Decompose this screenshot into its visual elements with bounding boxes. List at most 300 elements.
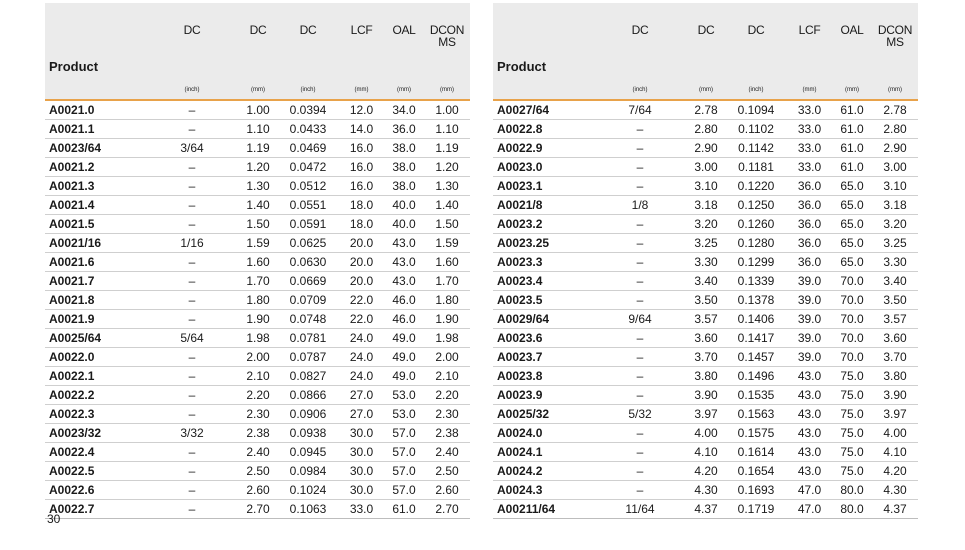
cell-dc-mm: 3.70 <box>687 348 725 367</box>
cell-dc-mm: 1.98 <box>239 329 277 348</box>
table-row <box>45 386 470 405</box>
table-row <box>45 215 470 234</box>
cell-dc-inch: – <box>145 272 239 291</box>
cell-product: A0022.8 <box>493 120 593 139</box>
cell-product: A0023.9 <box>493 386 593 405</box>
cell-dc-inch: 11/64 <box>593 500 687 519</box>
cell-product: A0021.7 <box>45 272 145 291</box>
cell-dc-mm: 3.40 <box>687 272 725 291</box>
cell-dc-mm: 2.40 <box>239 443 277 462</box>
cell-dc-mm: 1.10 <box>239 120 277 139</box>
unit-dc-inch: (inch) <box>145 81 239 100</box>
cell-dc-mm: 3.20 <box>687 215 725 234</box>
cell-dcon-ms: 2.60 <box>424 481 470 500</box>
cell-oal: 80.0 <box>832 500 872 519</box>
cell-lcf: 36.0 <box>787 234 832 253</box>
cell-product: A0022.3 <box>45 405 145 424</box>
cell-dcon-ms: 3.25 <box>872 234 918 253</box>
table-row <box>493 481 918 500</box>
cell-dc-inch-decimal: 0.0630 <box>277 253 339 272</box>
cell-product: A0022.1 <box>45 367 145 386</box>
cell-dc-inch: – <box>593 481 687 500</box>
cell-oal: 36.0 <box>384 120 424 139</box>
cell-product: A0023.2 <box>493 215 593 234</box>
column-header-dc-inch: DC <box>145 3 239 81</box>
cell-dcon-ms: 1.70 <box>424 272 470 291</box>
cell-dc-inch: – <box>145 405 239 424</box>
table-row <box>493 310 918 329</box>
cell-oal: 75.0 <box>832 367 872 386</box>
cell-dc-inch: – <box>593 348 687 367</box>
cell-dc-inch: – <box>145 348 239 367</box>
cell-dcon-ms: 2.90 <box>872 139 918 158</box>
cell-product: A0023.3 <box>493 253 593 272</box>
cell-dc-inch: 1/8 <box>593 196 687 215</box>
cell-lcf: 33.0 <box>787 158 832 177</box>
cell-dcon-ms: 3.18 <box>872 196 918 215</box>
cell-oal: 61.0 <box>384 500 424 519</box>
table-row <box>45 405 470 424</box>
cell-dc-mm: 3.97 <box>687 405 725 424</box>
cell-lcf: 33.0 <box>339 500 384 519</box>
cell-product: A0022.0 <box>45 348 145 367</box>
cell-dc-inch-decimal: 0.1654 <box>725 462 787 481</box>
cell-dc-inch: 5/64 <box>145 329 239 348</box>
cell-oal: 40.0 <box>384 196 424 215</box>
product-table-left <box>45 3 470 519</box>
cell-dc-inch-decimal: 0.0945 <box>277 443 339 462</box>
cell-oal: 65.0 <box>832 253 872 272</box>
column-header-product: Product <box>45 3 145 81</box>
cell-oal: 49.0 <box>384 329 424 348</box>
cell-dcon-ms: 2.20 <box>424 386 470 405</box>
cell-dc-inch-decimal: 0.0433 <box>277 120 339 139</box>
cell-oal: 65.0 <box>832 177 872 196</box>
cell-dc-inch-decimal: 0.0748 <box>277 310 339 329</box>
cell-dc-inch: – <box>145 177 239 196</box>
cell-dc-mm: 4.37 <box>687 500 725 519</box>
cell-dc-mm: 1.60 <box>239 253 277 272</box>
cell-dc-mm: 3.60 <box>687 329 725 348</box>
cell-dc-inch-decimal: 0.0469 <box>277 139 339 158</box>
unit-lcf: (mm) <box>787 81 832 100</box>
cell-oal: 61.0 <box>832 100 872 120</box>
cell-oal: 75.0 <box>832 386 872 405</box>
cell-dc-inch: – <box>145 253 239 272</box>
cell-lcf: 30.0 <box>339 481 384 500</box>
cell-dc-inch: – <box>593 272 687 291</box>
column-header-dc-mm: DC <box>687 3 725 81</box>
cell-dcon-ms: 2.00 <box>424 348 470 367</box>
cell-lcf: 27.0 <box>339 405 384 424</box>
cell-dc-inch: – <box>593 234 687 253</box>
table-row <box>45 424 470 443</box>
cell-dc-inch-decimal: 0.1220 <box>725 177 787 196</box>
cell-dc-mm: 1.30 <box>239 177 277 196</box>
cell-lcf: 47.0 <box>787 500 832 519</box>
cell-lcf: 12.0 <box>339 100 384 120</box>
cell-oal: 53.0 <box>384 405 424 424</box>
cell-dc-mm: 1.19 <box>239 139 277 158</box>
cell-dc-inch: – <box>593 120 687 139</box>
cell-lcf: 20.0 <box>339 253 384 272</box>
cell-product: A0023.7 <box>493 348 593 367</box>
cell-lcf: 43.0 <box>787 386 832 405</box>
cell-product: A0025/32 <box>493 405 593 424</box>
table-row <box>493 120 918 139</box>
cell-dcon-ms: 2.10 <box>424 367 470 386</box>
cell-lcf: 36.0 <box>787 253 832 272</box>
unit-dcon-ms: (mm) <box>872 81 918 100</box>
cell-lcf: 33.0 <box>787 120 832 139</box>
cell-dc-inch: – <box>145 100 239 120</box>
table-row <box>45 500 470 519</box>
cell-dc-mm: 1.50 <box>239 215 277 234</box>
cell-dcon-ms: 2.50 <box>424 462 470 481</box>
cell-dcon-ms: 3.57 <box>872 310 918 329</box>
table-row <box>493 405 918 424</box>
cell-dc-inch: – <box>145 462 239 481</box>
cell-product: A0021.6 <box>45 253 145 272</box>
cell-product: A0021.2 <box>45 158 145 177</box>
cell-lcf: 43.0 <box>787 405 832 424</box>
cell-dcon-ms: 1.20 <box>424 158 470 177</box>
cell-dcon-ms: 3.90 <box>872 386 918 405</box>
cell-oal: 65.0 <box>832 196 872 215</box>
cell-dc-inch-decimal: 0.1339 <box>725 272 787 291</box>
cell-oal: 57.0 <box>384 424 424 443</box>
cell-oal: 57.0 <box>384 462 424 481</box>
cell-product: A0021.8 <box>45 291 145 310</box>
table-row <box>493 462 918 481</box>
cell-dc-mm: 2.78 <box>687 100 725 120</box>
cell-oal: 53.0 <box>384 386 424 405</box>
cell-dc-inch: 9/64 <box>593 310 687 329</box>
cell-dc-mm: 2.60 <box>239 481 277 500</box>
cell-product: A0024.3 <box>493 481 593 500</box>
cell-dcon-ms: 3.97 <box>872 405 918 424</box>
cell-oal: 70.0 <box>832 329 872 348</box>
cell-lcf: 39.0 <box>787 348 832 367</box>
cell-lcf: 33.0 <box>787 100 832 120</box>
cell-oal: 46.0 <box>384 291 424 310</box>
cell-dcon-ms: 2.70 <box>424 500 470 519</box>
cell-oal: 46.0 <box>384 310 424 329</box>
column-header-dcon-ms: DCON MS <box>872 3 918 81</box>
cell-dcon-ms: 4.20 <box>872 462 918 481</box>
column-header-dc-mm: DC <box>239 3 277 81</box>
table-row <box>493 291 918 310</box>
cell-oal: 61.0 <box>832 158 872 177</box>
cell-lcf: 22.0 <box>339 310 384 329</box>
cell-dcon-ms: 1.00 <box>424 100 470 120</box>
unit-dcon-ms: (mm) <box>424 81 470 100</box>
cell-dc-inch-decimal: 0.1299 <box>725 253 787 272</box>
cell-dc-inch: – <box>593 215 687 234</box>
cell-oal: 61.0 <box>832 139 872 158</box>
cell-dc-inch: – <box>593 443 687 462</box>
cell-lcf: 36.0 <box>787 177 832 196</box>
cell-dcon-ms: 3.40 <box>872 272 918 291</box>
cell-dc-mm: 3.10 <box>687 177 725 196</box>
table-row <box>45 139 470 158</box>
cell-dc-inch-decimal: 0.1563 <box>725 405 787 424</box>
cell-lcf: 30.0 <box>339 424 384 443</box>
cell-lcf: 20.0 <box>339 234 384 253</box>
cell-dc-inch-decimal: 0.0781 <box>277 329 339 348</box>
cell-dcon-ms: 4.10 <box>872 443 918 462</box>
cell-lcf: 16.0 <box>339 139 384 158</box>
cell-dcon-ms: 3.70 <box>872 348 918 367</box>
cell-dc-inch-decimal: 0.0394 <box>277 100 339 120</box>
table-row <box>45 443 470 462</box>
cell-product: A00211/64 <box>493 500 593 519</box>
cell-dc-mm: 2.50 <box>239 462 277 481</box>
cell-lcf: 16.0 <box>339 177 384 196</box>
cell-dcon-ms: 1.59 <box>424 234 470 253</box>
cell-dcon-ms: 1.10 <box>424 120 470 139</box>
cell-dc-mm: 3.18 <box>687 196 725 215</box>
cell-oal: 75.0 <box>832 405 872 424</box>
cell-product: A0021.4 <box>45 196 145 215</box>
cell-dc-inch-decimal: 0.1693 <box>725 481 787 500</box>
cell-dcon-ms: 3.30 <box>872 253 918 272</box>
cell-product: A0027/64 <box>493 100 593 120</box>
table-row <box>45 272 470 291</box>
cell-dc-mm: 2.20 <box>239 386 277 405</box>
cell-product: A0023.6 <box>493 329 593 348</box>
table-row <box>493 424 918 443</box>
cell-dc-mm: 2.70 <box>239 500 277 519</box>
cell-dcon-ms: 1.40 <box>424 196 470 215</box>
cell-lcf: 43.0 <box>787 424 832 443</box>
cell-dc-inch: – <box>593 329 687 348</box>
cell-lcf: 39.0 <box>787 329 832 348</box>
cell-lcf: 36.0 <box>787 196 832 215</box>
cell-dc-inch-decimal: 0.0906 <box>277 405 339 424</box>
table-row <box>45 177 470 196</box>
table-row <box>45 158 470 177</box>
cell-oal: 65.0 <box>832 215 872 234</box>
cell-oal: 34.0 <box>384 100 424 120</box>
cell-product: A0029/64 <box>493 310 593 329</box>
cell-dc-inch: – <box>145 158 239 177</box>
unit-dc-inch: (inch) <box>593 81 687 100</box>
unit-product <box>493 81 593 100</box>
table-row <box>45 329 470 348</box>
cell-lcf: 24.0 <box>339 367 384 386</box>
cell-dc-inch: 7/64 <box>593 100 687 120</box>
cell-dcon-ms: 1.60 <box>424 253 470 272</box>
cell-dc-inch-decimal: 0.1496 <box>725 367 787 386</box>
cell-dcon-ms: 1.90 <box>424 310 470 329</box>
cell-lcf: 39.0 <box>787 272 832 291</box>
cell-dc-inch-decimal: 0.0591 <box>277 215 339 234</box>
cell-oal: 75.0 <box>832 462 872 481</box>
cell-product: A0023.25 <box>493 234 593 253</box>
cell-lcf: 43.0 <box>787 462 832 481</box>
table-row <box>45 234 470 253</box>
cell-dcon-ms: 4.30 <box>872 481 918 500</box>
table-row <box>493 367 918 386</box>
cell-dc-inch-decimal: 0.1417 <box>725 329 787 348</box>
column-header-lcf: LCF <box>339 3 384 81</box>
cell-dc-inch-decimal: 0.1181 <box>725 158 787 177</box>
table-row <box>45 481 470 500</box>
cell-dc-mm: 4.00 <box>687 424 725 443</box>
table-row <box>45 348 470 367</box>
unit-dc-mm: (mm) <box>687 81 725 100</box>
cell-dc-inch: – <box>145 120 239 139</box>
cell-dcon-ms: 2.30 <box>424 405 470 424</box>
cell-product: A0021/8 <box>493 196 593 215</box>
cell-lcf: 43.0 <box>787 367 832 386</box>
cell-dc-inch-decimal: 0.1378 <box>725 291 787 310</box>
column-header-dcon-ms: DCON MS <box>424 3 470 81</box>
cell-dcon-ms: 3.00 <box>872 158 918 177</box>
table-row <box>493 215 918 234</box>
cell-product: A0023.5 <box>493 291 593 310</box>
cell-dc-inch-decimal: 0.1094 <box>725 100 787 120</box>
cell-dc-inch-decimal: 0.1102 <box>725 120 787 139</box>
unit-oal: (mm) <box>832 81 872 100</box>
cell-dc-inch: – <box>593 291 687 310</box>
cell-product: A0021.9 <box>45 310 145 329</box>
cell-product: A0021.1 <box>45 120 145 139</box>
column-header-product: Product <box>493 3 593 81</box>
cell-product: A0022.7 <box>45 500 145 519</box>
cell-oal: 57.0 <box>384 443 424 462</box>
cell-product: A0021.3 <box>45 177 145 196</box>
cell-product: A0021.0 <box>45 100 145 120</box>
column-header-dc-inch-decimal: DC <box>277 3 339 81</box>
cell-dc-inch-decimal: 0.0827 <box>277 367 339 386</box>
cell-dc-inch-decimal: 0.1063 <box>277 500 339 519</box>
cell-lcf: 24.0 <box>339 348 384 367</box>
cell-dc-mm: 4.30 <box>687 481 725 500</box>
cell-product: A0024.2 <box>493 462 593 481</box>
table-row <box>45 196 470 215</box>
cell-dc-mm: 3.90 <box>687 386 725 405</box>
cell-dc-mm: 1.40 <box>239 196 277 215</box>
cell-dc-mm: 2.30 <box>239 405 277 424</box>
cell-oal: 38.0 <box>384 177 424 196</box>
table-row <box>493 348 918 367</box>
cell-product: A0023.0 <box>493 158 593 177</box>
cell-product: A0022.5 <box>45 462 145 481</box>
cell-lcf: 18.0 <box>339 215 384 234</box>
cell-dc-mm: 1.70 <box>239 272 277 291</box>
table-row <box>45 100 470 120</box>
cell-dc-inch-decimal: 0.0512 <box>277 177 339 196</box>
cell-dcon-ms: 2.40 <box>424 443 470 462</box>
unit-dc-inch-decimal: (inch) <box>277 81 339 100</box>
table-row <box>45 291 470 310</box>
cell-oal: 43.0 <box>384 234 424 253</box>
cell-dc-mm: 3.57 <box>687 310 725 329</box>
cell-lcf: 39.0 <box>787 291 832 310</box>
unit-lcf: (mm) <box>339 81 384 100</box>
cell-dcon-ms: 1.80 <box>424 291 470 310</box>
table-row <box>493 196 918 215</box>
table-row <box>45 367 470 386</box>
cell-dc-inch: – <box>145 500 239 519</box>
cell-dc-inch-decimal: 0.1406 <box>725 310 787 329</box>
cell-dc-mm: 1.90 <box>239 310 277 329</box>
cell-product: A0023/64 <box>45 139 145 158</box>
column-header-dc-inch-decimal: DC <box>725 3 787 81</box>
table-row <box>45 462 470 481</box>
cell-product: A0021.5 <box>45 215 145 234</box>
cell-dc-inch: – <box>593 424 687 443</box>
table-row <box>493 158 918 177</box>
table-row <box>493 139 918 158</box>
cell-product: A0021/16 <box>45 234 145 253</box>
cell-oal: 57.0 <box>384 481 424 500</box>
cell-product: A0022.6 <box>45 481 145 500</box>
cell-lcf: 47.0 <box>787 481 832 500</box>
page-number: 30 <box>47 512 61 526</box>
cell-dc-mm: 2.00 <box>239 348 277 367</box>
cell-dc-mm: 2.80 <box>687 120 725 139</box>
table-row <box>493 500 918 519</box>
cell-dc-inch-decimal: 0.1142 <box>725 139 787 158</box>
cell-lcf: 18.0 <box>339 196 384 215</box>
cell-dc-inch-decimal: 0.1250 <box>725 196 787 215</box>
cell-dc-inch-decimal: 0.0709 <box>277 291 339 310</box>
column-header-oal: OAL <box>384 3 424 81</box>
cell-dc-inch-decimal: 0.1260 <box>725 215 787 234</box>
cell-oal: 75.0 <box>832 424 872 443</box>
cell-lcf: 39.0 <box>787 310 832 329</box>
cell-product: A0024.1 <box>493 443 593 462</box>
cell-dc-inch-decimal: 0.1457 <box>725 348 787 367</box>
cell-oal: 80.0 <box>832 481 872 500</box>
cell-lcf: 22.0 <box>339 291 384 310</box>
cell-dcon-ms: 3.80 <box>872 367 918 386</box>
cell-lcf: 33.0 <box>787 139 832 158</box>
cell-oal: 70.0 <box>832 348 872 367</box>
cell-dc-inch: – <box>593 462 687 481</box>
cell-oal: 75.0 <box>832 443 872 462</box>
cell-dcon-ms: 2.80 <box>872 120 918 139</box>
cell-dcon-ms: 3.20 <box>872 215 918 234</box>
cell-oal: 70.0 <box>832 291 872 310</box>
unit-dc-inch-decimal: (inch) <box>725 81 787 100</box>
cell-dc-inch: – <box>145 215 239 234</box>
cell-lcf: 36.0 <box>787 215 832 234</box>
cell-oal: 40.0 <box>384 215 424 234</box>
cell-dc-inch: 3/64 <box>145 139 239 158</box>
cell-dc-inch-decimal: 0.0669 <box>277 272 339 291</box>
column-header-dc-inch: DC <box>593 3 687 81</box>
cell-dcon-ms: 3.60 <box>872 329 918 348</box>
cell-oal: 38.0 <box>384 139 424 158</box>
cell-dc-inch-decimal: 0.0472 <box>277 158 339 177</box>
cell-dc-mm: 2.10 <box>239 367 277 386</box>
cell-oal: 65.0 <box>832 234 872 253</box>
table-row <box>493 177 918 196</box>
table-row <box>493 272 918 291</box>
cell-dc-mm: 3.80 <box>687 367 725 386</box>
cell-lcf: 14.0 <box>339 120 384 139</box>
cell-dcon-ms: 2.38 <box>424 424 470 443</box>
cell-lcf: 30.0 <box>339 443 384 462</box>
unit-oal: (mm) <box>384 81 424 100</box>
table-row <box>45 120 470 139</box>
cell-oal: 43.0 <box>384 272 424 291</box>
column-header-lcf: LCF <box>787 3 832 81</box>
